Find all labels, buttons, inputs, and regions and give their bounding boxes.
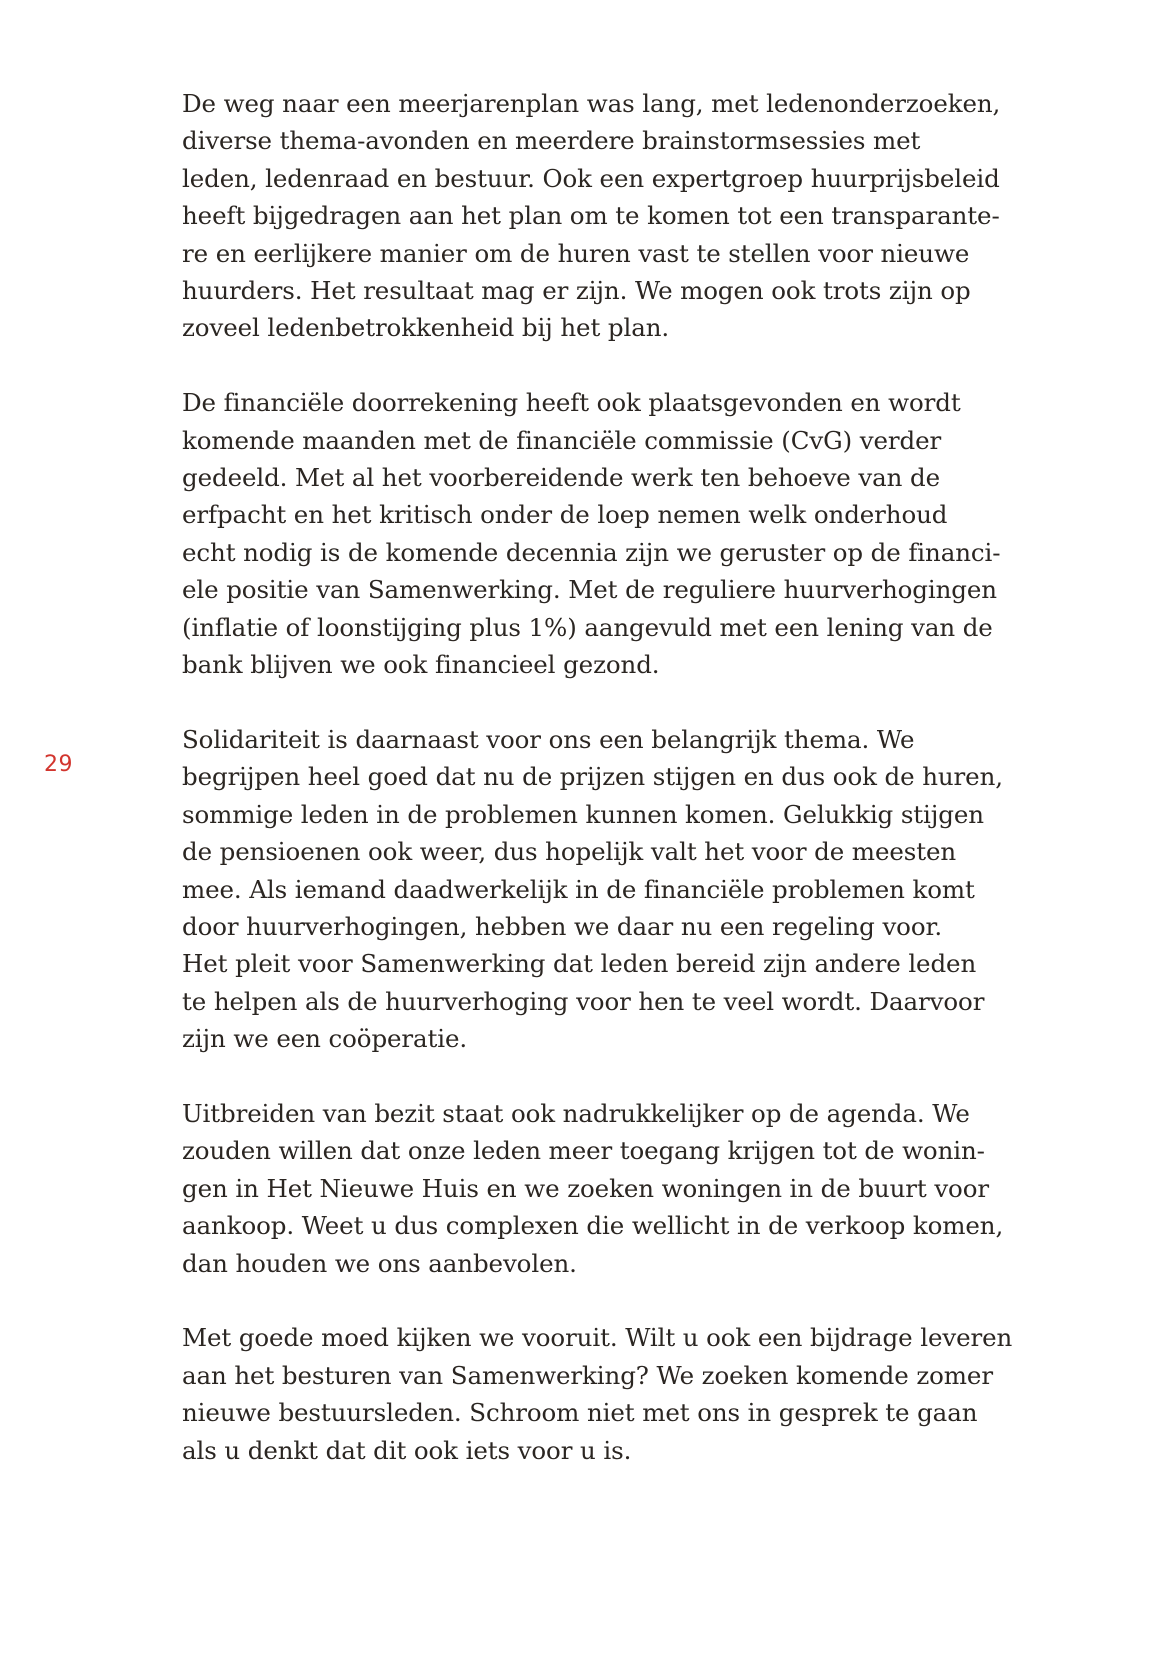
text-line: zouden willen dat onze leden meer toegang krijgen tot de wonin- <box>182 1136 985 1166</box>
text-line: diverse thema-avonden en meerdere brainstormsessies met <box>182 126 921 156</box>
paragraph-financiele-doorrekening <box>182 384 1082 683</box>
text-line: mee. Als iemand daadwerkelijk in de financiële problemen komt <box>182 874 975 904</box>
paragraph-vooruit <box>182 1319 1082 1469</box>
text-line: door huurverhogingen, hebben we daar nu een regeling voor. <box>182 911 943 941</box>
text-line: Solidariteit is daarnaast voor ons een belangrijk thema. We <box>182 724 915 754</box>
text-line: te helpen als de huurverhoging voor hen te veel wordt. Daarvoor <box>182 986 985 1016</box>
text-line: aan het besturen van Samenwerking? We zoeken komende zomer <box>182 1360 993 1390</box>
paragraph-meerjarenplan <box>182 85 1082 347</box>
text-line: dan houden we ons aanbevolen. <box>182 1248 577 1278</box>
text-line: leden, ledenraad en bestuur. Ook een expertgroep huurprijsbeleid <box>182 163 1000 193</box>
paragraph-uitbreiden-bezit <box>182 1095 1082 1282</box>
text-line: aankoop. Weet u dus complexen die wellicht in de verkoop komen, <box>182 1211 1004 1241</box>
text-line: erfpacht en het kritisch onder de loep nemen welk onderhoud <box>182 500 948 530</box>
text-line: huurders. Het resultaat mag er zijn. We mogen ook trots zijn op <box>182 276 971 306</box>
body-text <box>182 85 1082 1506</box>
text-line: heeft bijgedragen aan het plan om te komen tot een transparante- <box>182 201 1000 231</box>
text-line: ele positie van Samenwerking. Met de reguliere huurverhogingen <box>182 575 997 605</box>
paragraph-solidariteit <box>182 721 1082 1058</box>
text-line: Met goede moed kijken we vooruit. Wilt u ook een bijdrage leveren <box>182 1323 1013 1353</box>
text-line: Het pleit voor Samenwerking dat leden bereid zijn andere leden <box>182 949 977 979</box>
text-line: gedeeld. Met al het voorbereidende werk ten behoeve van de <box>182 463 940 493</box>
text-line: sommige leden in de problemen kunnen komen. Gelukkig stijgen <box>182 799 984 829</box>
text-line: echt nodig is de komende decennia zijn we geruster op de financi- <box>182 537 1001 567</box>
text-line: (inflatie of loonstijging plus 1%) aangevuld met een lening van de <box>182 612 993 642</box>
text-line: zijn we een coöperatie. <box>182 1024 468 1054</box>
text-line: begrijpen heel goed dat nu de prijzen stijgen en dus ook de huren, <box>182 762 1003 792</box>
text-line: komende maanden met de financiële commissie (CvG) verder <box>182 425 942 455</box>
text-line: nieuwe bestuursleden. Schroom niet met ons in gesprek te gaan <box>182 1398 978 1428</box>
text-line: re en eerlijkere manier om de huren vast te stellen voor nieuwe <box>182 238 970 268</box>
text-line: de pensioenen ook weer, dus hopelijk valt het voor de meesten <box>182 837 957 867</box>
text-line: bank blijven we ook financieel gezond. <box>182 650 660 680</box>
text-line: De weg naar een meerjarenplan was lang, met ledenonderzoeken, <box>182 89 1001 118</box>
page-number: 29 <box>44 752 73 777</box>
text-line: gen in Het Nieuwe Huis en we zoeken woningen in de buurt voor <box>182 1173 989 1203</box>
text-line: Uitbreiden van bezit staat ook nadrukkelijker op de agenda. We <box>182 1098 970 1128</box>
text-line: als u denkt dat dit ook iets voor u is. <box>182 1435 632 1465</box>
text-line: zoveel ledenbetrokkenheid bij het plan. <box>182 313 670 343</box>
text-line: De financiële doorrekening heeft ook plaatsgevonden en wordt <box>182 388 961 418</box>
